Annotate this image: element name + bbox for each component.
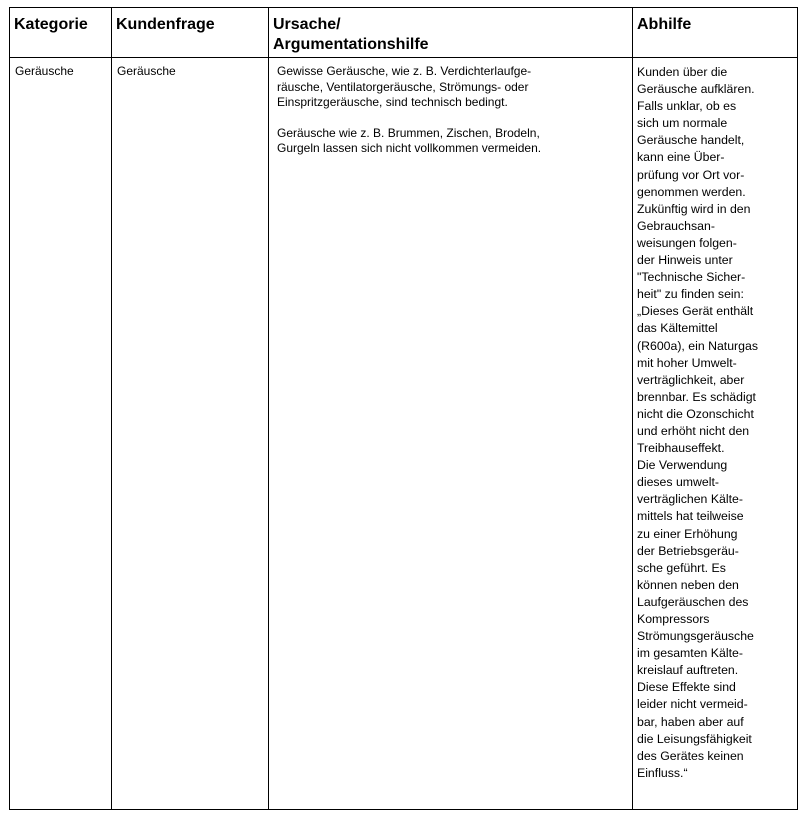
cell-kundenfrage: Geräusche (112, 58, 269, 810)
table-row (10, 58, 798, 810)
faq-table (9, 7, 798, 810)
cell-ursache (269, 58, 633, 810)
cell-kategorie: Geräusche (10, 58, 112, 810)
cell-abhilfe: Kunden über die Geräusche aufklären. Falls unklar, ob es sich um normale Geräusche handelt, kann eine Über- prüfung vor Ort vor- genommen werden. Zukünftig wird in den Gebrauchsan- weisungen folgen- der Hinweis unter "Technische Sicher- heit" zu finden sein: „Dieses Gerät enthält das Kältemittel (R600a), ein Naturgas mit hoher Umwelt- verträglichkeit, aber brennbar. Es schädigt nicht die Ozonschicht und erhöht nicht den Treibhauseffekt. Die Verwendung dieses umwelt- verträglichen Kälte- mittels hat teilweise zu einer Erhöhung der Betriebsgeräu- sche geführt. Es können neben den Laufgeräuschen des Kompressors Strömungsgeräusche im gesamten Kälte- kreislauf auftreten. Diese Effekte sind leider nicht vermeid- bar, haben aber auf die Leisungsfähigkeit des Gerätes keinen Einfluss.“ (633, 58, 798, 810)
header-kundenfrage: Kundenfrage (112, 8, 269, 58)
header-row (10, 8, 798, 58)
header-abhilfe: Abhilfe (633, 8, 798, 58)
ursache-paragraph-1: Gewisse Geräusche, wie z. B. Verdichterlaufge- räusche, Ventilatorgeräusche, Strömungs- oder Einspritzgeräusche, sind technisch bedingt. (277, 64, 532, 110)
header-ursache: Ursache/ Argumentationshilfe (269, 8, 633, 58)
header-kategorie: Kategorie (10, 8, 112, 58)
ursache-paragraph-2: Geräusche wie z. B. Brummen, Zischen, Brodeln, Gurgeln lassen sich nicht vollkommen vermeiden. (277, 125, 542, 156)
